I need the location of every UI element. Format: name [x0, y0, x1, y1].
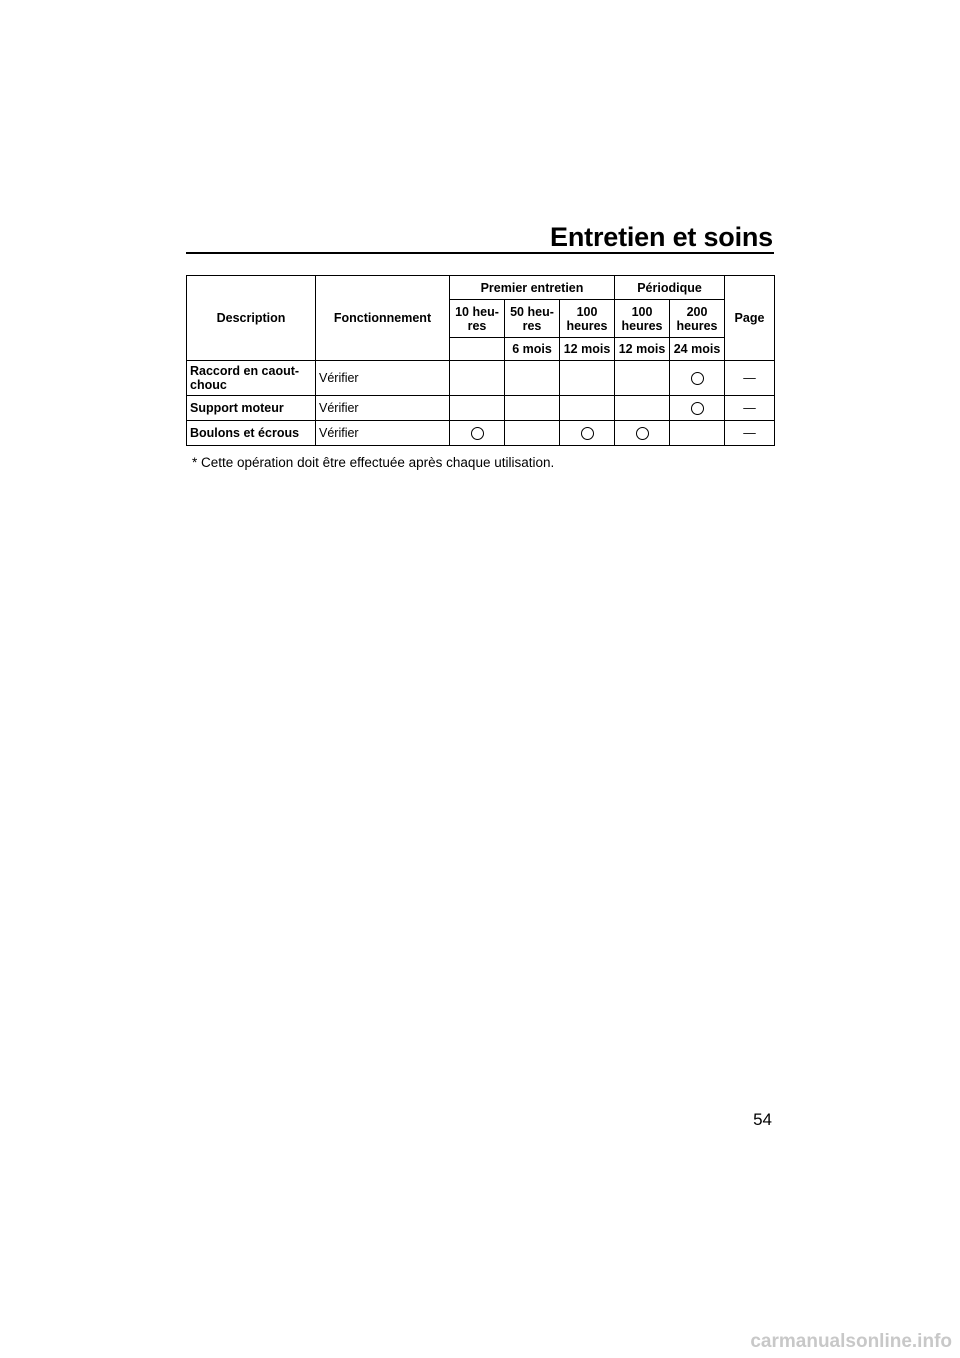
- check-circle-icon: [636, 427, 649, 440]
- mark-cell: [505, 421, 560, 446]
- mark-cell: [450, 396, 505, 421]
- period-5: 24 mois: [670, 338, 725, 361]
- interval-2: 50 heu- res: [505, 300, 560, 338]
- header-operation: Fonctionnement: [316, 276, 450, 361]
- header-description: Description: [187, 276, 316, 361]
- watermark: carmanualsonline.info: [750, 1331, 952, 1352]
- check-circle-icon: [691, 372, 704, 385]
- mark-cell: [450, 361, 505, 396]
- title-rule: [186, 252, 774, 254]
- period-4: 12 mois: [615, 338, 670, 361]
- mark-cell: [670, 361, 725, 396]
- page-number: 54: [753, 1110, 772, 1129]
- check-circle-icon: [471, 427, 484, 440]
- mark-cell: [505, 361, 560, 396]
- row-page: —: [725, 361, 775, 396]
- row-page: —: [725, 421, 775, 446]
- mark-cell: [560, 361, 615, 396]
- maintenance-schedule-table: [186, 275, 775, 446]
- row-description: Support moteur: [187, 396, 316, 421]
- row-page: —: [725, 396, 775, 421]
- interval-4: 100 heures: [615, 300, 670, 338]
- mark-cell: [505, 396, 560, 421]
- header-page: Page: [725, 276, 775, 361]
- mark-cell: [615, 361, 670, 396]
- table-row: [187, 396, 775, 421]
- table-row: [187, 361, 775, 396]
- header-periodic: Périodique: [615, 276, 725, 300]
- mark-cell: [450, 421, 505, 446]
- table-row: [187, 421, 775, 446]
- interval-3: 100 heures: [560, 300, 615, 338]
- row-description: Boulons et écrous: [187, 421, 316, 446]
- mark-cell: [615, 421, 670, 446]
- footnote: * Cette opération doit être effectuée après chaque utilisation.: [192, 455, 555, 470]
- row-operation: Vérifier: [316, 396, 450, 421]
- period-1: [450, 338, 505, 361]
- check-circle-icon: [691, 402, 704, 415]
- mark-cell: [560, 396, 615, 421]
- page-title: Entretien et soins: [550, 222, 773, 252]
- mark-cell: [560, 421, 615, 446]
- header-first-service: Premier entretien: [450, 276, 615, 300]
- period-3: 12 mois: [560, 338, 615, 361]
- row-operation: Vérifier: [316, 421, 450, 446]
- row-description: Raccord en caout- chouc: [187, 361, 316, 396]
- mark-cell: [670, 421, 725, 446]
- check-circle-icon: [581, 427, 594, 440]
- row-operation: Vérifier: [316, 361, 450, 396]
- interval-5: 200 heures: [670, 300, 725, 338]
- mark-cell: [615, 396, 670, 421]
- period-2: 6 mois: [505, 338, 560, 361]
- mark-cell: [670, 396, 725, 421]
- interval-1: 10 heu- res: [450, 300, 505, 338]
